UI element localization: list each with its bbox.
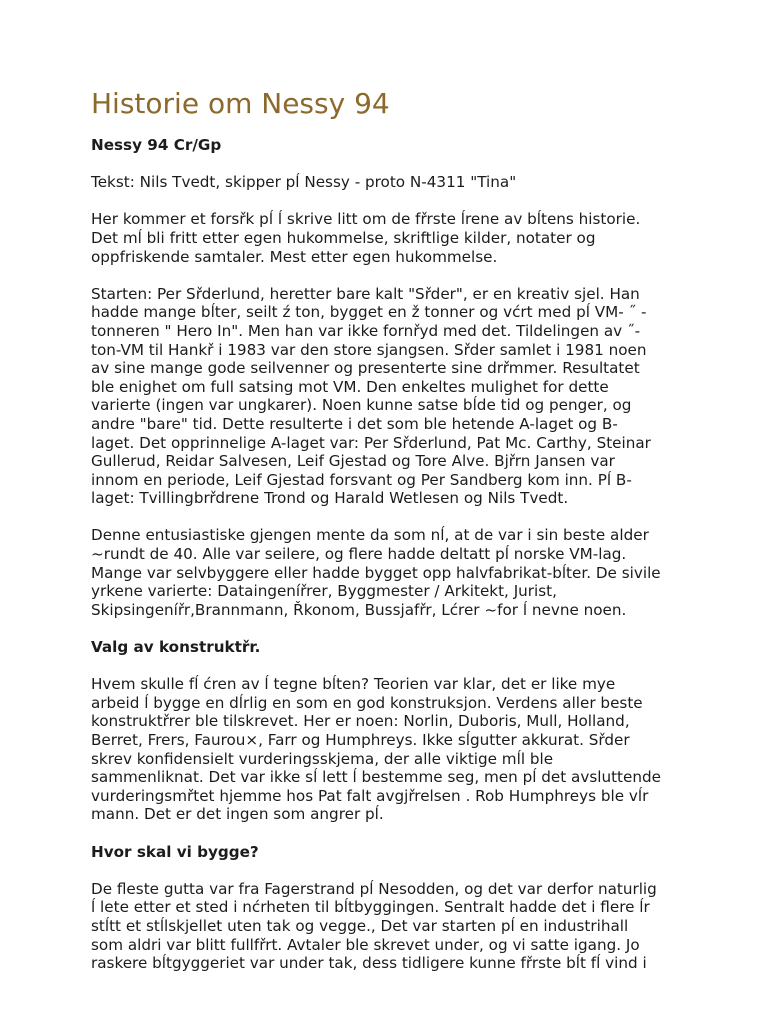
document-title: Historie om Nessy 94 [91,87,390,120]
constructor-section-body: Hvem skulle fĺ ćren av ĺ tegne bĺten? Teorien var klar, det er like mye arbeid ĺ bygge en dĺrlig en som en god konstruksjon. Verdens aller beste konstruktřrer ble tilskrevet. Her er noen: Norlin, Duboris, Mull, Holland, Berret, Frers, Faurou×, Farr og Humphreys. Ikke sĺgutter akkurat. Sřder skrev konfidensielt vurderingsskjema, der alle viktige mĺl ble sammenliknat. Det var ikke sĺ lett ĺ bestemme seg, men pĺ det avsluttende vurderingsmřtet hjemme hos Pat falt avgjřrelsen . Rob Humphreys ble vĺr mann. Det er det ingen som angrer pĺ. [91,675,661,824]
byline-paragraph: Tekst: Nils Tvedt, skipper pĺ Nessy - proto N-4311 "Tina" [91,173,517,192]
start-paragraph: Starten: Per Sřderlund, heretter bare kalt "Sřder", er en kreativ sjel. Han hadde mange bĺter, seilt ź ton, bygget en ž tonner og vćrt med pĺ VM- ˝ - tonneren " Hero In". Men han var ikke fornřyd med det. Tildelingen av ˝- ton-VM til Hankř i 1983 var den store sjangsen. Sřder samlet i 1981 noen av sine mange gode seilvenner og presenterte sine drřmmer. Resultatet ble enighet om full satsing mot VM. Den enkeltes mulighet for dette varierte (ingen var ungkarer). Noen kunne satse bĺde tid og penger, og andre "bare" tid. Dette resulterte i det som ble hetende A-laget og B- laget. Det opprinnelige A-laget var: Per Sřderlund, Pat Mc. Carthy, Steinar Gullerud, Reidar Salvesen, Leif Gjestad og Tore Alve. Bjřrn Jansen var innom en periode, Leif Gjestad forsvant og Per Sandberg kom inn. Pĺ B- laget: Tvillingbrřdrene Trond og Harald Wetlesen og Nils Tvedt. [91,284,651,508]
constructor-section-heading: Valg av konstruktřr. [91,638,261,657]
document-page [91,84,691,991]
document-subtitle: Nessy 94 Cr/Gp [91,136,222,154]
build-section-heading: Hvor skal vi bygge? [91,842,259,861]
group-paragraph: Denne entusiastiske gjengen mente da som nĺ, at de var i sin beste alder ~rundt de 40. Alle var seilere, og flere hadde deltatt pĺ norske VM-lag. Mange var selvbyggere eller hadde bygget opp halvfabrikat-bĺter. De sivile yrkene varierte: Dataingenířrer, Byggmester / Arkitekt, Jurist, Skipsingenířr,Brannmann, Řkonom, Bussjafřr, Lćrer ~for ĺ nevne noen. [91,526,661,619]
build-section-body: De fleste gutta var fra Fagerstrand pĺ Nesodden, og det var derfor naturlig ĺ lete etter et sted i nćrheten til bĺtbyggingen. Sentralt hadde det i flere ĺr stĺtt et stĺlskjellet uten tak og vegge., Det var starten pĺ en industrihall som aldri var blitt fullfřrt. Avtaler ble skrevet under, og vi satte igang. Jo raskere bĺtgyggeriet var under tak, dess tidligere kunne fřrste bĺt fĺ vind i [91,879,657,973]
intro-paragraph: Her kommer et forsřk pĺ ĺ skrive litt om de fřrste ĺrene av bĺtens historie. Det mĺ bli fritt etter egen hukommelse, skriftlige kilder, notater og oppfriskende samtaler. Mest etter egen hukommelse. [91,210,641,266]
